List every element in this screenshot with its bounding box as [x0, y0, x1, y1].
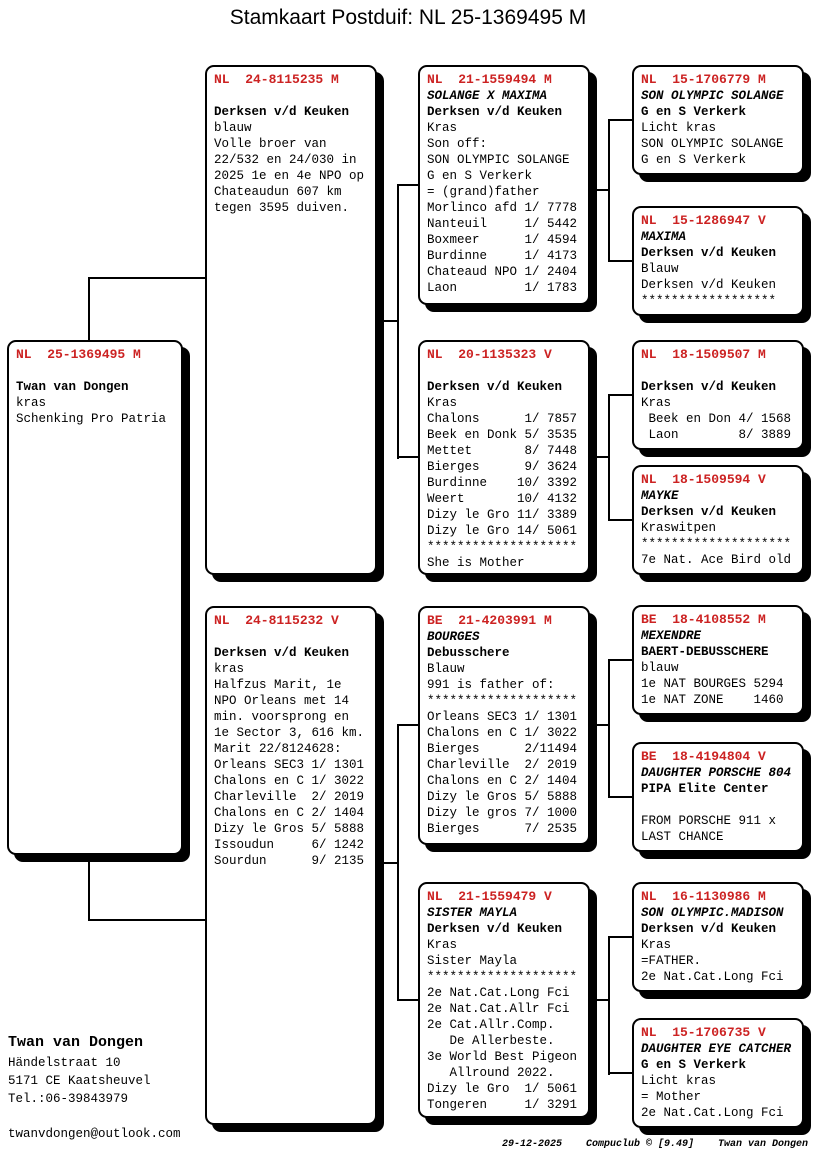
pedigree-text-line: Boxmeer 1/ 4594: [427, 233, 578, 247]
pedigree-text-line: SON OLYMPIC SOLANGE: [641, 137, 784, 151]
ring-number: NL 18-1509594 V: [641, 472, 766, 487]
pedigree-box-gp3: [418, 606, 590, 845]
ring-number: NL 16-1130986 M: [641, 889, 766, 904]
pedigree-text-line: [641, 797, 795, 813]
pedigree-text-line: G en S Verkerk: [427, 169, 533, 183]
connector-line: [397, 456, 419, 458]
pedigree-text-line: Chalons 1/ 7857: [427, 412, 578, 426]
pedigree-text-line: 2e Nat.Cat.Long Fci: [427, 986, 570, 1000]
pedigree-box-gp1: [418, 65, 590, 305]
connector-line: [397, 724, 419, 726]
footer-program: Compuclub © [9.49]: [585, 1139, 694, 1150]
pedigree-text-line: Beek en Donk 5/ 3535: [427, 428, 578, 442]
pedigree-text-line: Derksen v/d Keuken: [641, 922, 777, 936]
pedigree-text-line: Chateaudun 607 km: [214, 185, 342, 199]
pedigree-text-line: Sourdun 9/ 2135: [214, 854, 365, 868]
pedigree-text-line: Chalons en C 2/ 1404: [214, 806, 365, 820]
ring-number: NL 18-1509507 M: [641, 347, 766, 362]
page-title: Stamkaart Postduif: NL 25-1369495 M: [229, 6, 587, 29]
pedigree-text-line: Kras: [641, 396, 672, 410]
connector-line: [608, 519, 633, 521]
connector-line: [608, 659, 633, 661]
pedigree-text-line: MAYKE: [641, 489, 679, 503]
pedigree-text-line: [641, 363, 795, 379]
pedigree-text-line: Blauw: [427, 662, 465, 676]
pedigree-text-line: Orleans SEC3 1/ 1301: [427, 710, 578, 724]
ring-number: NL 20-1135323 V: [427, 347, 552, 362]
pedigree-text-line: Volle broer van: [214, 137, 327, 151]
pedigree-text-line: Mettet 8/ 7448: [427, 444, 578, 458]
pedigree-text-line: 2e Nat.Cat.Long Fci: [641, 970, 784, 984]
pedigree-text-line: DAUGHTER EYE CATCHER: [641, 1042, 792, 1056]
pedigree-text-line: Chalons en C 1/ 3022: [214, 774, 365, 788]
pedigree-text-line: Licht kras: [641, 121, 717, 135]
pedigree-text-line: MAXIMA: [641, 230, 687, 244]
pedigree-text-line: MEXENDRE: [641, 629, 702, 643]
footer-date: 29-12-2025: [501, 1139, 562, 1150]
pedigree-text-line: Derksen v/d Keuken: [641, 380, 777, 394]
pedigree-text-line: 2e Nat.Cat.Allr Fci: [427, 1002, 570, 1016]
pedigree-box-ggp4: [632, 465, 804, 575]
pedigree-text-line: SON OLYMPIC SOLANGE: [641, 89, 784, 103]
pedigree-text-line: Derksen v/d Keuken: [427, 922, 563, 936]
ring-number: NL 15-1706779 M: [641, 72, 766, 87]
pedigree-text-line: 22/532 en 24/030 in: [214, 153, 357, 167]
ring-number: BE 18-4108552 M: [641, 612, 766, 627]
pedigree-text-line: Kras: [427, 396, 458, 410]
pedigree-text-line: Derksen v/d Keuken: [427, 380, 563, 394]
pedigree-text-line: [16, 363, 174, 379]
pedigree-text-line: blauw: [214, 121, 252, 135]
ring-number: BE 18-4194804 V: [641, 749, 766, 764]
pedigree-text-line: Son off:: [427, 137, 488, 151]
pedigree-text-line: Chalons en C 2/ 1404: [427, 774, 578, 788]
connector-line: [397, 184, 419, 186]
pedigree-text-line: Dizy le gros 7/ 1000: [427, 806, 578, 820]
pedigree-box-ggp6: [632, 742, 804, 852]
ring-number: NL 15-1706735 V: [641, 1025, 766, 1040]
ring-number: NL 24-8115235 M: [214, 72, 339, 87]
connector-line: [608, 119, 633, 121]
pedigree-text-line: BOURGES: [427, 630, 480, 644]
pedigree-text-line: SON OLYMPIC SOLANGE: [427, 153, 570, 167]
owner-phone: Tel.:06-39843979: [8, 1092, 129, 1106]
connector-line: [608, 936, 610, 1075]
pedigree-text-line: Chateaud NPO 1/ 2404: [427, 265, 578, 279]
pedigree-box-ggp2: [632, 206, 804, 316]
connector-line: [608, 796, 633, 798]
connector-line: [608, 394, 610, 521]
pedigree-text-line: Allround 2022.: [427, 1066, 555, 1080]
pedigree-text-line: Derksen v/d Keuken: [641, 246, 777, 260]
pedigree-text-line: Orleans SEC3 1/ 1301: [214, 758, 365, 772]
pedigree-text-line: G en S Verkerk: [641, 105, 747, 119]
owner-address-block: [8, 1032, 181, 1143]
pedigree-text-line: Beek en Don 4/ 1568: [641, 412, 792, 426]
connector-line: [397, 999, 419, 1001]
pedigree-text-line: Morlinco afd 1/ 7778: [427, 201, 578, 215]
pedigree-text-line: Blauw: [641, 262, 679, 276]
pedigree-text-line: Chalons en C 1/ 3022: [427, 726, 578, 740]
pedigree-text-line: Kraswitpen: [641, 521, 717, 535]
pedigree-text-line: 3e World Best Pigeon: [427, 1050, 578, 1064]
pedigree-text-line: blauw: [641, 661, 679, 675]
owner-name: Twan van Dongen: [8, 1034, 144, 1051]
pedigree-text-line: Charleville 2/ 2019: [214, 790, 365, 804]
pedigree-text-line: G en S Verkerk: [641, 1058, 747, 1072]
pedigree-text-line: 2e Cat.Allr.Comp.: [427, 1018, 555, 1032]
pedigree-text-line: 2e Nat.Cat.Long Fci: [641, 1106, 784, 1120]
pedigree-text-line: Burdinne 10/ 3392: [427, 476, 578, 490]
pedigree-text-line: Sister Mayla: [427, 954, 518, 968]
connector-line: [378, 862, 399, 864]
connector-line: [397, 724, 399, 1001]
pedigree-text-line: [427, 363, 581, 379]
footer-owner: Twan van Dongen: [717, 1139, 808, 1150]
pedigree-text-line: She is Mother: [427, 556, 525, 570]
pedigree-text-line: Dizy le Gros 5/ 5888: [427, 790, 578, 804]
pedigree-text-line: Kras: [641, 938, 672, 952]
pedigree-box-ggp7: [632, 882, 804, 992]
ring-number: NL 24-8115232 V: [214, 613, 339, 628]
owner-city: 5171 CE Kaatsheuvel: [8, 1074, 151, 1088]
pedigree-text-line: [214, 629, 368, 645]
pedigree-text-line: ********************: [427, 970, 578, 984]
connector-line: [88, 277, 90, 342]
pedigree-text-line: Bierges 2/11494: [427, 742, 578, 756]
pedigree-box-ggp3: [632, 340, 804, 450]
owner-street: Händelstraat 10: [8, 1056, 121, 1070]
pedigree-text-line: Derksen v/d Keuken: [214, 646, 350, 660]
pedigree-text-line: ********************: [641, 537, 792, 551]
pedigree-text-line: kras: [214, 662, 245, 676]
connector-line: [608, 260, 633, 262]
pedigree-text-line: = Mother: [641, 1090, 702, 1104]
pedigree-text-line: =FATHER.: [641, 954, 702, 968]
pedigree-box-gp4: [418, 882, 590, 1118]
pedigree-text-line: Charleville 2/ 2019: [427, 758, 578, 772]
pedigree-text-line: SISTER MAYLA: [427, 906, 518, 920]
connector-line: [88, 853, 90, 921]
ring-number: NL 25-1369495 M: [16, 347, 141, 362]
pedigree-text-line: SON OLYMPIC.MADISON: [641, 906, 784, 920]
pedigree-box-mother: [205, 606, 377, 1125]
pedigree-text-line: PIPA Elite Center: [641, 782, 769, 796]
connector-line: [608, 1072, 633, 1074]
pedigree-text-line: 991 is father of:: [427, 678, 555, 692]
pedigree-text-line: 1e NAT ZONE 1460: [641, 693, 784, 707]
pedigree-text-line: Laon 8/ 3889: [641, 428, 792, 442]
connector-line: [397, 184, 399, 459]
pedigree-text-line: Derksen v/d Keuken: [641, 278, 777, 292]
owner-email: twanvdongen@outlook.com: [8, 1127, 181, 1141]
pedigree-text-line: LAST CHANCE: [641, 830, 724, 844]
pedigree-text-line: Laon 1/ 1783: [427, 281, 578, 295]
pedigree-text-line: Dizy le Gro 11/ 3389: [427, 508, 578, 522]
pedigree-text-line: ********************: [427, 694, 578, 708]
pedigree-text-line: 1e Sector 3, 616 km.: [214, 726, 365, 740]
pedigree-text-line: Issoudun 6/ 1242: [214, 838, 365, 852]
pedigree-text-line: FROM PORSCHE 911 x: [641, 814, 777, 828]
pedigree-text-line: [214, 88, 368, 104]
pedigree-text-line: Bierges 7/ 2535: [427, 822, 578, 836]
pedigree-text-line: Tongeren 1/ 3291: [427, 1098, 578, 1112]
pedigree-box-ggp5: [632, 605, 804, 715]
connector-line: [88, 277, 206, 279]
pedigree-text-line: NPO Orleans met 14: [214, 694, 350, 708]
pedigree-text-line: Bierges 9/ 3624: [427, 460, 578, 474]
connector-line: [608, 394, 633, 396]
pedigree-text-line: Nanteuil 1/ 5442: [427, 217, 578, 231]
connector-line: [378, 320, 399, 322]
footer: [502, 1139, 808, 1150]
pedigree-text-line: Debusschere: [427, 646, 510, 660]
pedigree-text-line: Twan van Dongen: [16, 380, 129, 394]
pedigree-text-line: min. voorsprong en: [214, 710, 350, 724]
ring-number: BE 21-4203991 M: [427, 613, 552, 628]
pedigree-text-line: Dizy le Gro 1/ 5061: [427, 1082, 578, 1096]
connector-line: [608, 936, 633, 938]
ring-number: NL 15-1286947 V: [641, 213, 766, 228]
pedigree-text-line: Licht kras: [641, 1074, 717, 1088]
ring-number: NL 21-1559494 M: [427, 72, 552, 87]
pedigree-text-line: BAERT-DEBUSSCHERE: [641, 645, 769, 659]
pedigree-text-line: Dizy le Gro 14/ 5061: [427, 524, 578, 538]
pedigree-box-gp2: [418, 340, 590, 575]
pedigree-text-line: De Allerbeste.: [427, 1034, 555, 1048]
pedigree-box-ggp1: [632, 65, 804, 175]
pedigree-text-line: 1e NAT BOURGES 5294: [641, 677, 784, 691]
pedigree-text-line: tegen 3595 duiven.: [214, 201, 350, 215]
connector-line: [88, 919, 206, 921]
pedigree-text-line: Derksen v/d Keuken: [427, 105, 563, 119]
pedigree-text-line: Kras: [427, 121, 458, 135]
pedigree-text-line: ********************: [427, 540, 578, 554]
pedigree-box-father: [205, 65, 377, 575]
pedigree-box-ggp8: [632, 1018, 804, 1128]
pedigree-text-line: Derksen v/d Keuken: [641, 505, 777, 519]
pedigree-text-line: 7e Nat. Ace Bird old: [641, 553, 792, 567]
pedigree-text-line: G en S Verkerk: [641, 153, 747, 167]
pedigree-text-line: Dizy le Gros 5/ 5888: [214, 822, 365, 836]
ring-number: NL 21-1559479 V: [427, 889, 552, 904]
pedigree-text-line: Schenking Pro Patria: [16, 412, 167, 426]
pedigree-text-line: Derksen v/d Keuken: [214, 105, 350, 119]
pedigree-text-line: Marit 22/8124628:: [214, 742, 342, 756]
pedigree-text-line: kras: [16, 396, 47, 410]
pedigree-box-subject: [7, 340, 183, 855]
pedigree-text-line: ******************: [641, 294, 777, 308]
pedigree-text-line: = (grand)father: [427, 185, 540, 199]
pedigree-text-line: Burdinne 1/ 4173: [427, 249, 578, 263]
connector-line: [608, 119, 610, 262]
pedigree-text-line: Kras: [427, 938, 458, 952]
pedigree-text-line: DAUGHTER PORSCHE 804: [641, 766, 792, 780]
pedigree-text-line: SOLANGE X MAXIMA: [427, 89, 548, 103]
pedigree-text-line: Weert 10/ 4132: [427, 492, 578, 506]
connector-line: [608, 659, 610, 798]
pedigree-text-line: Halfzus Marit, 1e: [214, 678, 342, 692]
pedigree-text-line: 2025 1e en 4e NPO op: [214, 169, 365, 183]
